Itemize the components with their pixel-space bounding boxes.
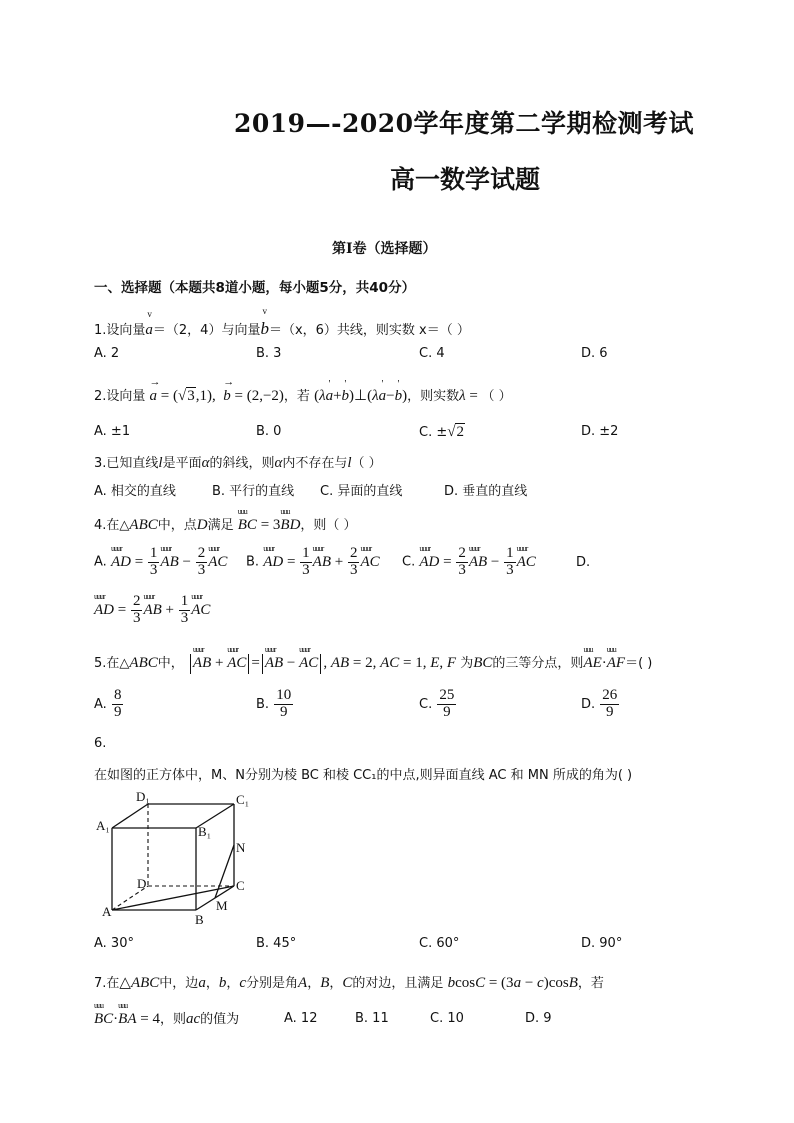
question-7-line2: uuu BC·uuu BA = 4，则ac的值为: [94, 1008, 239, 1028]
q4-option-a[interactable]: A. uuur AD = $\frac{1}{3}$ uuur AB − $\frac{2}{3}$ uuur AC: [94, 546, 227, 579]
vector-a: v a: [145, 322, 153, 339]
label-m: M: [216, 898, 228, 913]
q3-option-b[interactable]: B. 平行的直线: [212, 484, 295, 499]
q7-option-c[interactable]: C. 10: [430, 1011, 464, 1026]
q5-option-a[interactable]: A. $\frac{8}{9}$: [94, 687, 122, 720]
label-d1: D₁: [136, 789, 150, 804]
question-3: 3.已知直线l是平面α的斜线，则α内不存在与l（ ）: [94, 455, 382, 471]
q3-option-c[interactable]: C. 异面的直线: [320, 484, 403, 499]
q1-option-d[interactable]: D. 6: [581, 346, 608, 361]
label-a: A: [102, 904, 112, 919]
question-4: 4.在△ABC中，点D满足 uuu BC = 3uuu BD，则（ ）: [94, 514, 357, 534]
q4-option-d-label[interactable]: D.: [576, 555, 591, 570]
question-7: 7.在△ABC中，边a，b，c分别是角A，B，C的对边，且满足 bcosC = (3a − c)cosB，若: [94, 975, 604, 991]
q6-option-c[interactable]: C. 60°: [419, 936, 460, 951]
q6-option-d[interactable]: D. 90°: [581, 936, 623, 951]
q2-option-d[interactable]: D. ±2: [581, 424, 619, 439]
q1-option-c[interactable]: C. 4: [419, 346, 445, 361]
label-b: B: [195, 912, 204, 927]
q3-option-a[interactable]: A. 相交的直线: [94, 484, 176, 499]
q2-perp-expr: (λ' a+' b)⊥(λ' a−' b): [314, 388, 407, 404]
q2-option-c[interactable]: C. ±√2: [419, 424, 464, 440]
vector-b: v b: [260, 319, 269, 339]
label-b1: B₁: [198, 824, 212, 839]
q1-option-b[interactable]: B. 3: [256, 346, 282, 361]
q7-option-a[interactable]: A. 12: [284, 1011, 318, 1026]
exam-title: 2019—-2020学年度第二学期检测考试: [234, 109, 695, 138]
q4-condition: uuu BC = 3uuu BD: [238, 517, 301, 533]
volume-heading: 第Ⅰ卷（选择题）: [332, 241, 437, 257]
exam-subtitle: 高一数学试题: [390, 165, 541, 194]
q4-option-c[interactable]: C. uuur AD = $\frac{2}{3}$ uuur AB − $\frac{1}{3}$ uuur AC: [402, 546, 536, 579]
section-heading: 一、选择题（本题共8道小题，每小题5分，共40分）: [94, 280, 416, 296]
label-c: C: [236, 878, 245, 893]
q7-option-d[interactable]: D. 9: [525, 1011, 552, 1026]
label-d: D: [137, 876, 147, 891]
edge-a1d1: [112, 804, 148, 828]
label-a1: A₁: [96, 818, 110, 833]
q5-option-d[interactable]: D. $\frac{26}{9}$: [581, 687, 618, 720]
label-c1: C₁: [236, 792, 250, 807]
segment-mn: [215, 845, 234, 898]
q7-option-b[interactable]: B. 11: [355, 1011, 389, 1026]
q4-option-b[interactable]: B. uuur AD = $\frac{1}{3}$ uuur AB + $\frac{2}{3}$ uuur AC: [246, 546, 380, 579]
question-2: 2.设向量 → a = (√3,1), → b = (2,−2)，若 (λ' a+' b)⊥(λ' a−' b)，则实数λ = （ ）: [94, 385, 512, 405]
q7-condition: bcosC = (3a − c)cosB: [447, 975, 578, 991]
cube-figure: [90, 784, 260, 934]
q6-option-b[interactable]: B. 45°: [256, 936, 297, 951]
q5-condition: uuur AB + uuur AC =uuur AB − uuur AC , AB = 2, AC = 1, E, F: [188, 655, 456, 671]
question-5: 5.在△ABC中， uuur AB + uuur AC =uuur AB − uuur AC , AB = 2, AC = 1, E, F 为BC的三等分点，则uuu AE·uuu AF＝( ): [94, 652, 652, 674]
q2-vector-a-expr: → a = (√3,1), → b = (2,−2): [150, 388, 284, 404]
q6-option-a[interactable]: A. 30°: [94, 936, 134, 951]
q2-option-a[interactable]: A. ±1: [94, 424, 131, 439]
q3-option-d[interactable]: D. 垂直的直线: [444, 484, 528, 499]
q4-option-d[interactable]: uuur AD = $\frac{2}{3}$ uuur AB + $\frac{1}{3}$ uuur AC: [94, 594, 210, 627]
label-n: N: [236, 840, 246, 855]
q1-option-a[interactable]: A. 2: [94, 346, 120, 361]
question-6-number: 6.: [94, 736, 107, 751]
question-1: 1.设向量v a＝（2，4）与向量v b＝（x，6）共线，则实数 x＝（ ）: [94, 319, 470, 339]
q5-option-b[interactable]: B. $\frac{10}{9}$: [256, 687, 292, 720]
q5-option-c[interactable]: C. $\frac{25}{9}$: [419, 687, 455, 720]
q2-option-b[interactable]: B. 0: [256, 424, 282, 439]
question-6: 在如图的正方体中，M、N分别为棱 BC 和棱 CC₁的中点,则异面直线 AC 和 MN 所成的角为( ): [94, 768, 633, 783]
